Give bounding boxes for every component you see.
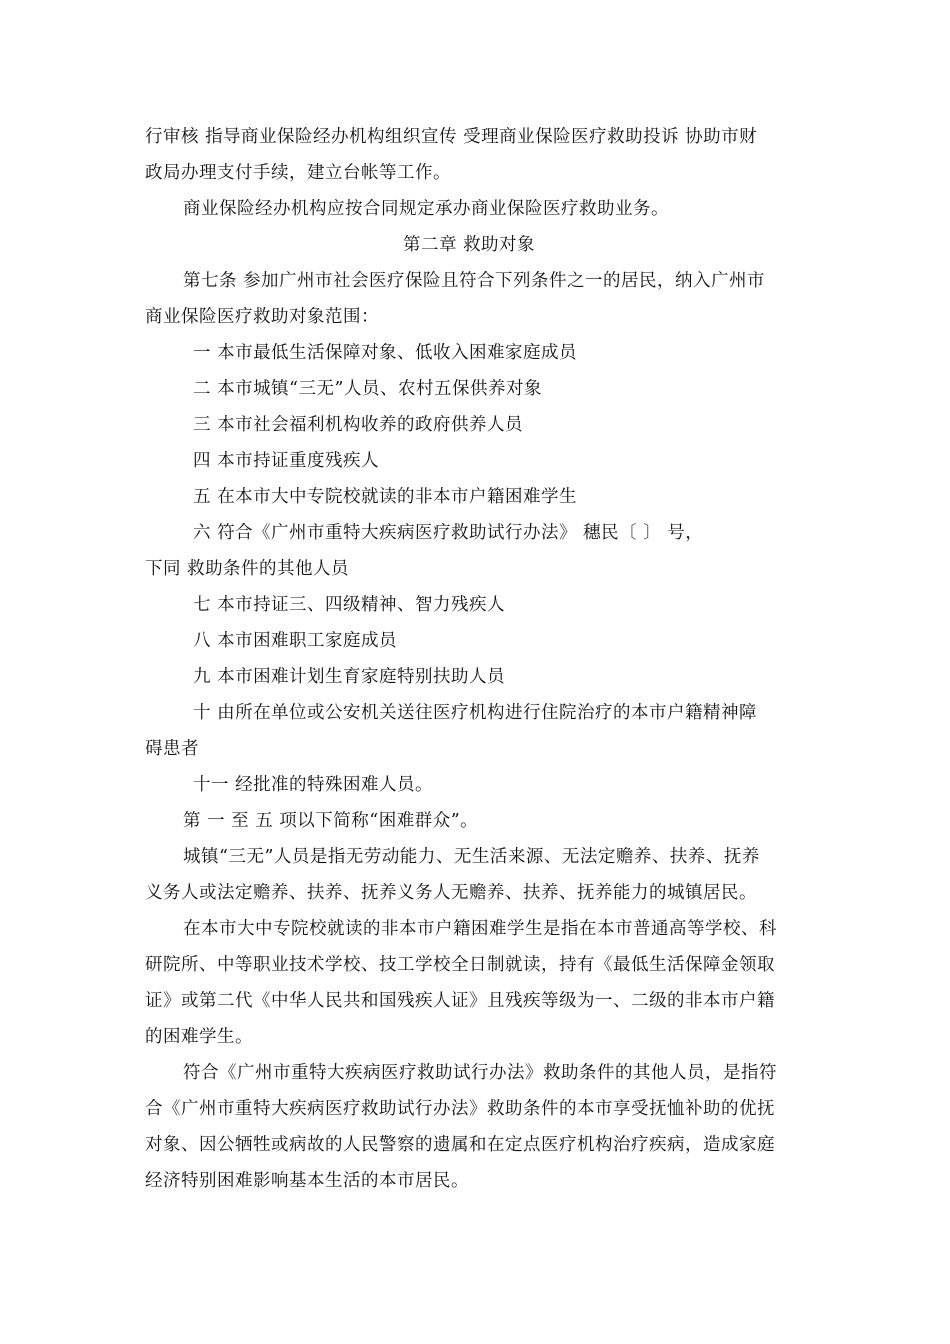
definition-2-line-3: 证》或第二代《中华人民共和国残疾人证》且残疾等级为一、二级的非本市户籍 [145, 991, 775, 1011]
text-line-2: 政局办理支付手续，建立台帐等工作。 [145, 163, 451, 183]
list-item-6-line-2: 下同 救助条件的其他人员 [145, 559, 350, 579]
list-item-10-line-1: 十 由所在单位或公安机关送往医疗机构进行住院治疗的本市户籍精神障 [193, 703, 758, 723]
text-line-1: 行审核 指导商业保险经办机构组织宣传 受理商业保险医疗救助投诉 协助市财 [145, 127, 758, 147]
list-item-7: 七 本市持证三、四级精神、智力残疾人 [193, 595, 506, 615]
definition-2-line-4: 的困难学生。 [145, 1027, 253, 1047]
definition-3-line-3: 对象、因公牺牲或病故的人民警察的遗属和在定点医疗机构治疗疾病，造成家庭 [145, 1135, 775, 1155]
list-item-6-line-1: 六 符合《广州市重特大疾病医疗救助试行办法》 穗民〔 〕 号， [193, 523, 704, 543]
list-item-11: 十一 经批准的特殊困难人员。 [193, 775, 434, 795]
chapter-heading: 第二章 救助对象 [403, 235, 536, 255]
list-item-5: 五 在本市大中专院校就读的非本市户籍困难学生 [193, 487, 578, 507]
list-item-3: 三 本市社会福利机构收养的政府供养人员 [193, 415, 524, 435]
article-7-line-1: 第七条 参加广州市社会医疗保险且符合下列条件之一的居民，纳入广州市 [183, 271, 766, 291]
definition-3-line-2: 合《广州市重特大疾病医疗救助试行办法》救助条件的本市享受抚恤补助的优抚 [145, 1099, 775, 1119]
definition-1-line-2: 义务人或法定赡养、扶养、抚养义务人无赡养、扶养、抚养能力的城镇居民。 [145, 883, 757, 903]
list-item-8: 八 本市困难职工家庭成员 [193, 631, 398, 651]
article-7-line-2: 商业保险医疗救助对象范围： [145, 307, 379, 327]
text-line-3: 商业保险经办机构应按合同规定承办商业保险医疗救助业务。 [183, 199, 669, 219]
list-item-9: 九 本市困难计划生育家庭特别扶助人员 [193, 667, 506, 687]
abbreviation-note: 第 一 至 五 项以下简称“困难群众”。 [183, 811, 479, 831]
definition-2-line-1: 在本市大中专院校就读的非本市户籍困难学生是指在本市普通高等学校、科 [183, 919, 777, 939]
definition-1-line-1: 城镇“三无”人员是指无劳动能力、无生活来源、无法定赡养、扶养、抚养 [183, 847, 760, 867]
list-item-10-line-2: 碍患者 [145, 739, 199, 759]
list-item-4: 四 本市持证重度残疾人 [193, 451, 380, 471]
list-item-2: 二 本市城镇“三无”人员、农村五保供养对象 [193, 379, 542, 399]
definition-3-line-1: 符合《广州市重特大疾病医疗救助试行办法》救助条件的其他人员，是指符 [183, 1063, 777, 1083]
definition-2-line-2: 研院所、中等职业技术学校、技工学校全日制就读，持有《最低生活保障金领取 [145, 955, 775, 975]
definition-3-line-4: 经济特别困难影响基本生活的本市居民。 [145, 1171, 469, 1191]
list-item-1: 一 本市最低生活保障对象、低收入困难家庭成员 [193, 343, 578, 363]
